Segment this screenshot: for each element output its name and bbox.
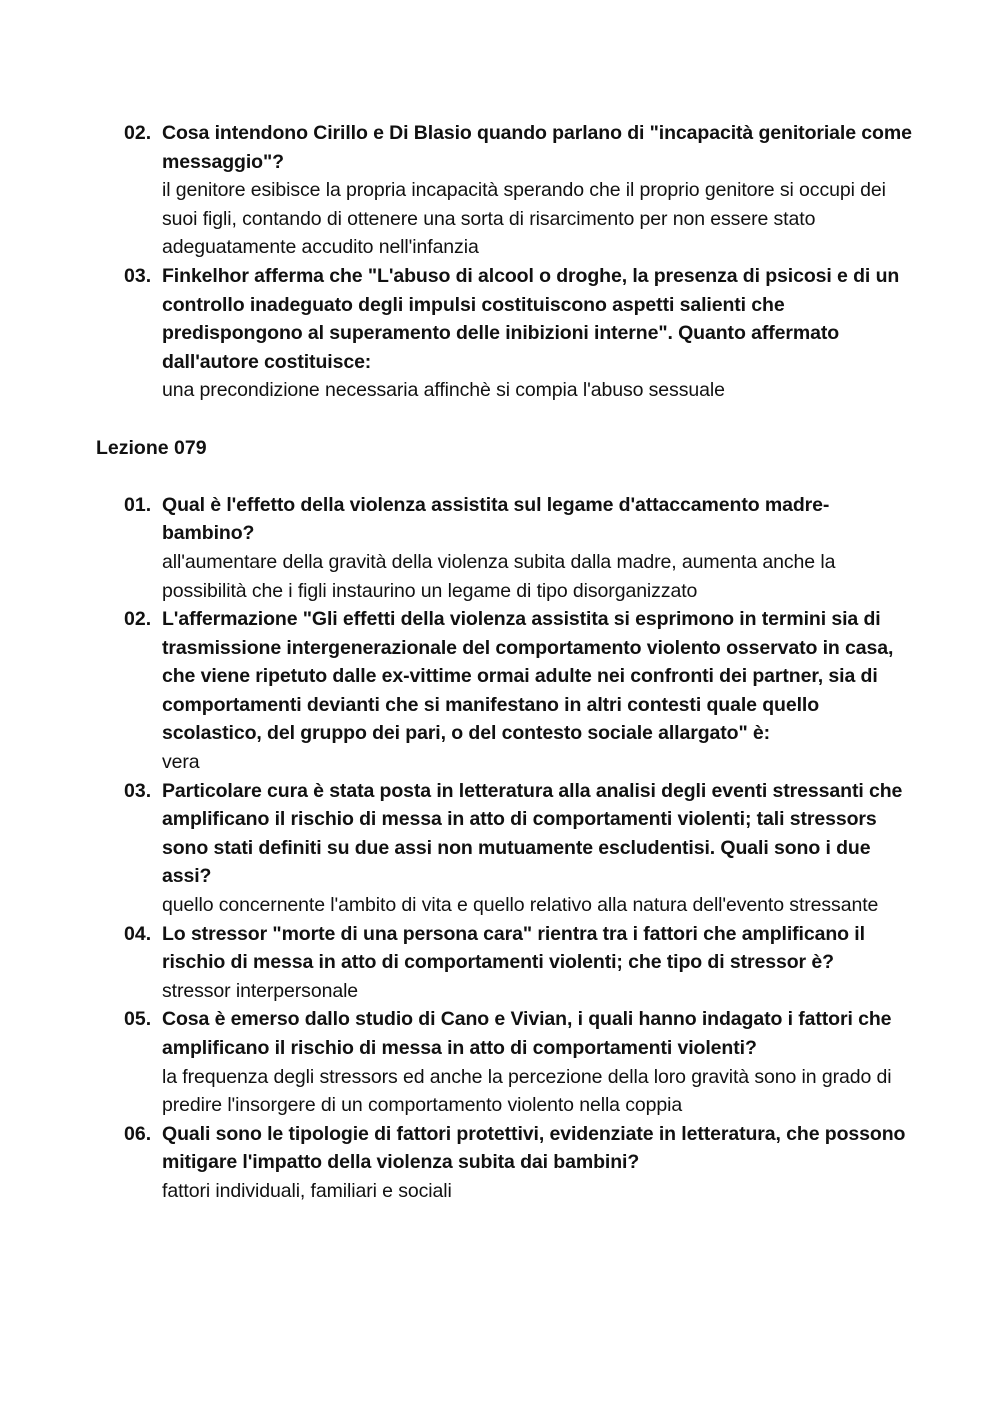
question-number: 03. xyxy=(124,779,152,802)
section-continuation xyxy=(96,119,916,405)
question-number: 01. xyxy=(124,493,152,516)
answer-text: la frequenza degli stressors ed anche la percezione della loro gravità sono in grado di predire l'insorgere di un comportamento violento nella coppia xyxy=(162,1065,892,1117)
question-text: Finkelhor afferma che "L'abuso di alcool o droghe, la presenza di psicosi e di un controllo inadeguato degli impulsi costituiscono aspetti salienti che predispongono al superamento delle inibizioni interne". Quanto affermato dall'autore costituisce: xyxy=(162,264,900,373)
question-number: 03. xyxy=(124,264,152,287)
question-text: Cosa è emerso dallo studio di Cano e Vivian, i quali hanno indagato i fattori che amplificano il rischio di messa in atto di comportamenti violenti? xyxy=(162,1008,892,1059)
question-number: 04. xyxy=(124,922,152,945)
section-lesson xyxy=(96,434,916,1206)
qa-item xyxy=(96,605,916,777)
question-number: 05. xyxy=(124,1008,152,1031)
answer-text: il genitore esibisce la propria incapacità sperando che il proprio genitore si occupi dei suoi figli, contando di ottenere una sorta di risarcimento per non essere stato adeguatamente accudito nell'infanzia xyxy=(162,179,886,259)
document-content xyxy=(96,119,916,1206)
qa-item xyxy=(96,920,916,1006)
qa-item xyxy=(96,262,916,405)
question-text: L'affermazione "Gli effetti della violenza assistita si esprimono in termini sia di trasmissione intergenerazionale del comportamento violento osservato in casa, che viene ripetuto dalle ex-vittime ormai adulte nei confronti dei partner, sia di comportamenti devianti che si manifestano in altri contesti quale quello scolastico, del gruppo dei pari, o del contesto sociale allargato" è: xyxy=(162,608,894,745)
question-text: Lo stressor "morte di una persona cara" rientra tra i fattori che amplificano il rischio di messa in atto di comportamenti violenti; che tipo di stressor è? xyxy=(162,922,865,974)
lesson-title: Lezione 079 xyxy=(96,436,207,459)
answer-text: stressor interpersonale xyxy=(162,979,359,1002)
question-text: Quali sono le tipologie di fattori protettivi, evidenziate in letteratura, che possono mitigare l'impatto della violenza subita dai bambini? xyxy=(162,1122,906,1174)
answer-text: una precondizione necessaria affinchè si compia l'abuso sessuale xyxy=(162,379,725,402)
question-number: 02. xyxy=(124,608,152,631)
qa-item xyxy=(96,491,916,605)
question-number: 02. xyxy=(124,122,152,144)
qa-item xyxy=(96,1005,916,1119)
qa-item xyxy=(96,119,916,262)
answer-text: all'aumentare della gravità della violenza subita dalla madre, aumenta anche la possibilità che i figli instaurino un legame di tipo disorganizzato xyxy=(162,550,836,602)
qa-item xyxy=(96,1120,916,1206)
question-text: Qual è l'effetto della violenza assistita sul legame d'attaccamento madre-bambino? xyxy=(162,493,830,545)
answer-text: vera xyxy=(162,751,200,774)
question-number: 06. xyxy=(124,1122,152,1145)
answer-text: quello concernente l'ambito di vita e quello relativo alla natura dell'evento stressante xyxy=(162,894,879,917)
question-text: Particolare cura è stata posta in letteratura alla analisi degli eventi stressanti che amplificano il rischio di messa in atto di comportamenti violenti; tali stressors sono stati definiti su due assi non mutuamente escludentisi. Quali sono i due assi? xyxy=(162,779,903,888)
answer-text: fattori individuali, familiari e sociali xyxy=(162,1179,452,1202)
question-text: Cosa intendono Cirillo e Di Blasio quando parlano di "incapacità genitoriale come messaggio"? xyxy=(162,122,912,173)
qa-item xyxy=(96,777,916,920)
